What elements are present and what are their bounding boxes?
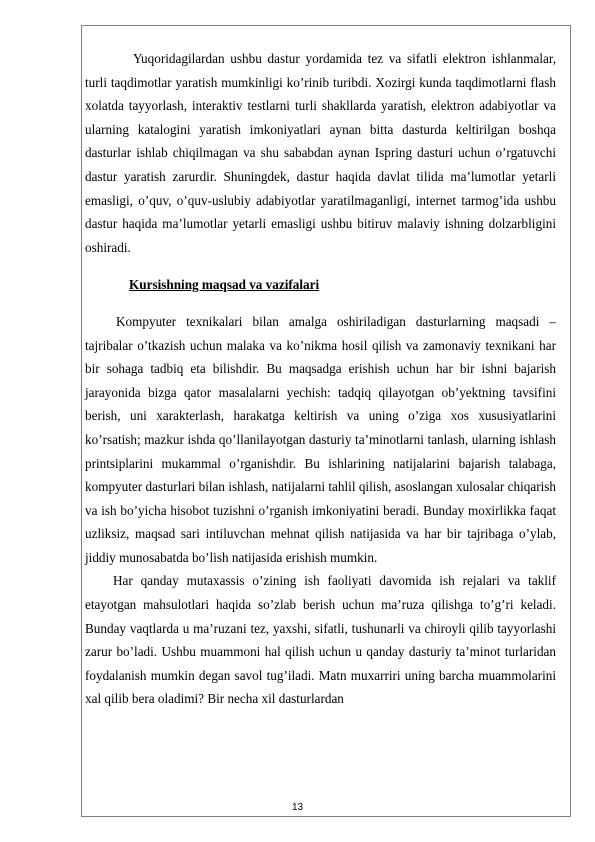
section-heading-wrap bbox=[85, 273, 556, 297]
document-body bbox=[85, 47, 556, 711]
section-heading: Kursishning maqsad va vazifalari bbox=[129, 277, 320, 293]
last-paragraph: Har qanday mutaxassis o’zining ish faoliyati davomida ish rejalari va taklif etayotgan mahsulotlari haqida so’zlab berish uchun ma’ruza qilishga to’g’ri keladi. Bunday vaqtlarda u ma’ruzani tez, yaxshi, sifatli, tushunarli va chiroyli qilib tayyorlashi zarur bo’ladi. Ushbu muammoni hal qilish uchun u qanday dasturiy ta’minot turlaridan foydalanish mumkin degan savol tug’iladi. Matn muxarriri uning barcha muammolarini xal qilib bera oladimi? Bir necha xil dasturlardan bbox=[85, 573, 556, 707]
goal-paragraph: Kompyuter texnikalari bilan amalga oshiriladigan dasturlarning maqsadi – tajribalar o’tkazish uchun malaka va ko’nikma hosil qilish va zamonaviy texnikani har bir sohaga tadbiq eta bilishdir. Bu maqsadga erishish uchun har bir ishni bajarish jarayonida bizga qator masalalarni yechish: tadqiq qilayotgan ob’yektning tavsifini berish, uni xarakterlash, harakatga keltirish va uning o’ziga xos xususiyatlarini ko’rsatish; mazkur ishda qo’llanilayotgan dasturiy ta’minotlarni tanlash, ularning ishlash printsiplarini mukammal o’rganishdir. Bu ishlarining natijalarini bajarish talabaga, kompyuter dasturlari bilan ishlash, natijalarni tahlil qilish, asoslangan xulosalar chiqarish va ish bo’yicha hisobot tuzishni o’rganish imkoniyatini beradi. Bunday moxirlikka faqat uzliksiz, maqsad sari intiluvchan mehnat qilish natijasida va har bir tajribaga o’ylab, jiddiy munosabatda bo’lish natijasida erishish mumkin. bbox=[85, 313, 556, 565]
intro-paragraph: Yuqoridagilardan ushbu dastur yordamida tez va sifatli elektron ishlanmalar, turli taqdimotlar yaratish mumkinligi ko’rinib turibdi. Xozirgi kunda taqdimotlarni flash xolatda tayyorlash, interaktiv testlarni turli shakllarda yaratish, elektron adabiyotlar va ularning katalogini yaratish imkoniyatlari aynan bitta dasturda keltirilgan boshqa dasturlar ishlab chiqilmagan va shu sababdan aynan Ispring dasturi uchun o’rgatuvchi dastur yaratish zarurdir. Shuningdek, dastur haqida davlat tilida ma’lumotlar yetarli emasligi, o’quv, o’quv-uslubiy adabiyotlar yaratilmaganligi, internet tarmog’ida ushbu dastur haqida ma’lumotlar yetarli emasligi ushbu bitiruv malaviy ishning dolzarbligini oshiradi. bbox=[85, 51, 556, 255]
page-number: 13 bbox=[291, 802, 304, 813]
